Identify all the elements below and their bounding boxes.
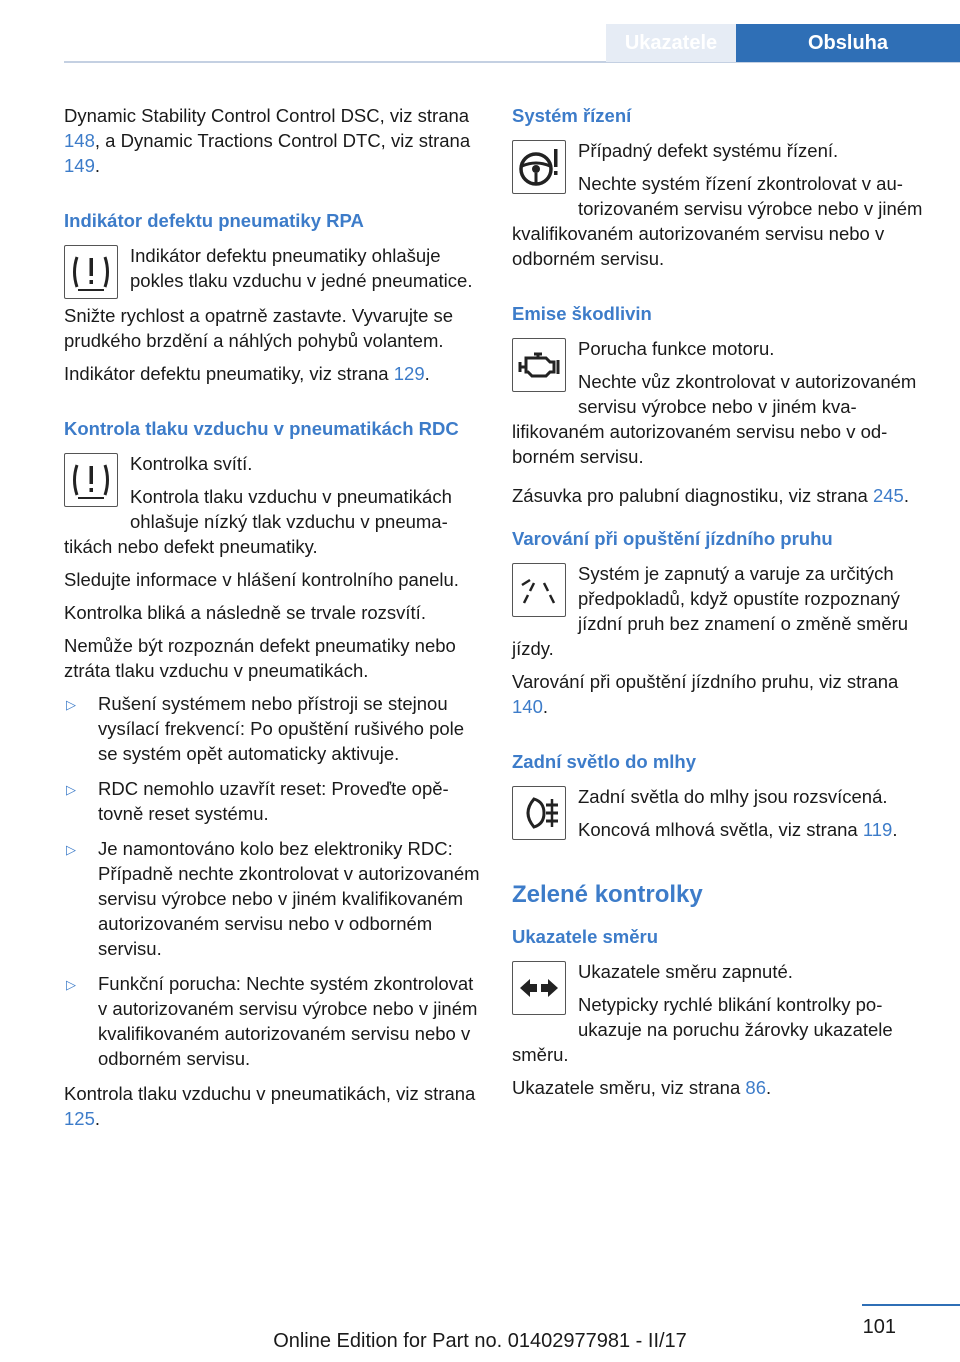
- intro-text-2: , a Dynamic Tractions Control DTC, viz strana: [94, 130, 471, 151]
- emissions-indicator-block: [512, 336, 928, 469]
- steering-indicator-block: [512, 138, 928, 271]
- intro-paragraph: [64, 103, 480, 178]
- page-link-148[interactable]: 148: [64, 130, 95, 151]
- fog-icon-text-1: Zadní světla do mlhy jsou rozsvícená.: [578, 786, 888, 807]
- list-item: [64, 971, 480, 1071]
- steering-wheel-warning-icon: [512, 140, 566, 194]
- fog-ref-text: Koncová mlhová světla, viz strana: [578, 819, 863, 840]
- rdc-bullet-list: [64, 691, 480, 1071]
- green-indicators-heading: Zelené kontrolky: [512, 881, 703, 908]
- tab-ukazatele[interactable]: [606, 24, 736, 62]
- page-link-149[interactable]: 149: [64, 155, 95, 176]
- lane-departure-icon: [512, 563, 566, 617]
- turn-paragraph-1: Ukazatele směru, viz strana 86.: [512, 1077, 772, 1098]
- page-number: 101: [862, 1316, 896, 1338]
- turn-signal-arrows-icon: [512, 961, 566, 1015]
- bullet-text: RDC nemohlo uzavřít reset: Proveďte opětovně reset systému.: [98, 778, 449, 824]
- lane-paragraph-1: Varování při opuštění jízdního pruhu, viz strana 140.: [512, 671, 899, 717]
- rdc-paragraph-2: Kontrolka bliká a následně se trvale rozsvítí.: [64, 602, 426, 623]
- emissions-heading: Emise škodlivin: [512, 303, 652, 324]
- lane-ref-text: Varování při opuštění jízdního pruhu, viz strana: [512, 671, 899, 692]
- rdc-icon-text-2: Kontrola tlaku vzduchu v pneumatikách ohlašuje nízký tlak vzduchu v pneumatikách nebo defekt pneumatiky.: [64, 486, 452, 557]
- emissions-icon-text-2: Nechte vůz zkontrolovat v autorizovaném servisu výrobce nebo v jiném kvalifikovaném autorizovaném servisu nebo v odborném servisu.: [512, 371, 917, 467]
- lane-heading: Varování při opuštění jízdního pruhu: [512, 528, 833, 549]
- turn-icon-text-1: Ukazatele směru zapnuté.: [578, 961, 793, 982]
- tire-pressure-control-icon: [64, 453, 118, 507]
- rear-fog-light-icon: [512, 786, 566, 840]
- turn-icon-text-2: Netypicky rychlé blikání kontrolky poukazuje na poruchu žárovky ukazatele směru.: [512, 994, 893, 1065]
- emissions-paragraph-1: Zásuvka pro palubní diagnostiku, viz strana 245.: [512, 485, 909, 506]
- bullet-triangle-icon: ▷: [66, 977, 76, 992]
- fog-icon-text-2: Koncová mlhová světla, viz strana 119.: [578, 819, 898, 840]
- bullet-text: Funkční porucha: Nechte systém zkontrolovat v autorizovaném servisu výrobce nebo v jiném kvalifikovaném autorizovaném servisu nebo v odborném servisu.: [98, 973, 478, 1069]
- list-item: [64, 836, 480, 961]
- page-link-129[interactable]: 129: [393, 363, 425, 384]
- bullet-triangle-icon: ▷: [66, 782, 76, 797]
- rpa-paragraph-1: Snižte rychlost a opatrně zastavte. Vyvarujte se prudkého brzdění a náhlých pohybů volantem.: [64, 305, 454, 351]
- page-link-140[interactable]: 140: [512, 696, 543, 717]
- bullet-triangle-icon: ▷: [66, 697, 76, 712]
- turn-indicator-block: [512, 959, 928, 1067]
- right-column: [512, 103, 928, 1108]
- page-link-125[interactable]: 125: [64, 1108, 95, 1129]
- rpa-ref-text: Indikátor defektu pneumatiky, viz strana: [64, 363, 394, 384]
- steering-icon-text-2: Nechte systém řízení zkontrolovat v autorizovaném servisu výrobce nebo v jiném kvalifikovaném autorizovaném servisu nebo v odborném servisu.: [512, 173, 923, 269]
- steering-icon-text-1: Případný defekt systému řízení.: [578, 140, 839, 161]
- turn-ref-text: Ukazatele směru, viz strana: [512, 1077, 746, 1098]
- bullet-text: Rušení systémem nebo přístroji se stejnou vysílací frekvencí: Po opuštění rušivého pole se systém opět automaticky aktivuje.: [98, 693, 465, 764]
- rdc-indicator-block: [64, 451, 480, 559]
- footer-rule: [862, 1304, 960, 1306]
- rdc-paragraph-3: Nemůže být rozpoznán defekt pneumatiky nebo ztráta tlaku vzduchu v pneumatikách.: [64, 635, 456, 681]
- rpa-heading: Indikátor defektu pneumatiky RPA: [64, 210, 364, 231]
- rpa-paragraph-2: Indikátor defektu pneumatiky, viz strana 129.: [64, 363, 430, 384]
- intro-text-3: .: [94, 155, 101, 176]
- left-column: [64, 103, 480, 1139]
- tab-ukazatele-label: Ukazatele: [624, 31, 718, 54]
- page-link-119[interactable]: 119: [862, 819, 893, 840]
- tire-pressure-warning-icon: [64, 245, 118, 299]
- rpa-indicator-block: [64, 243, 480, 303]
- rdc-paragraph-4: Kontrola tlaku vzduchu v pneumatikách, viz strana 125.: [64, 1083, 476, 1129]
- lane-indicator-block: [512, 561, 928, 661]
- rpa-icon-text: Indikátor defektu pneumatiky ohlašuje pokles tlaku vzduchu v jedné pneumatice.: [130, 245, 473, 291]
- rdc-paragraph-1: Sledujte informace v hlášení kontrolního panelu.: [64, 569, 459, 590]
- page-link-86[interactable]: 86: [745, 1077, 766, 1098]
- steering-heading: Systém řízení: [512, 105, 632, 126]
- edition-text: Online Edition for Part no. 01402977981 - II/17: [273, 1330, 687, 1352]
- fog-indicator-block: [512, 784, 928, 850]
- engine-check-icon: [512, 338, 566, 392]
- page-link-245[interactable]: 245: [872, 485, 904, 506]
- turn-heading: Ukazatele směru: [512, 926, 659, 947]
- list-item: [64, 776, 480, 826]
- fog-heading: Zadní světlo do mlhy: [512, 751, 696, 772]
- rdc-icon-text-1: Kontrolka svítí.: [130, 453, 253, 474]
- bullet-text: Je namontováno kolo bez elektroniky RDC: Případně nechte zkontrolovat v autorizovaném servisu výrobce nebo v jiném kvalifikovaném autorizovaném servisu nebo v odborném servisu.: [98, 838, 480, 959]
- emissions-ref-text: Zásuvka pro palubní diagnostiku, viz strana: [512, 485, 873, 506]
- rdc-ref-text: Kontrola tlaku vzduchu v pneumatikách, viz strana: [64, 1083, 476, 1104]
- list-item: [64, 691, 480, 766]
- rdc-heading: Kontrola tlaku vzduchu v pneumatikách RDC: [64, 418, 459, 439]
- intro-text-1: Dynamic Stability Control Control DSC, viz strana: [64, 105, 470, 126]
- bullet-triangle-icon: ▷: [66, 842, 76, 857]
- tab-obsluha-label: Obsluha: [807, 31, 888, 54]
- tab-obsluha[interactable]: [736, 24, 960, 62]
- lane-icon-text: Systém je zapnutý a varuje za určitých předpokladů, když opustíte rozpoznaný jízdní pruh bez znamení o změně směru jízdy.: [512, 563, 909, 659]
- emissions-icon-text-1: Porucha funkce motoru.: [578, 338, 775, 359]
